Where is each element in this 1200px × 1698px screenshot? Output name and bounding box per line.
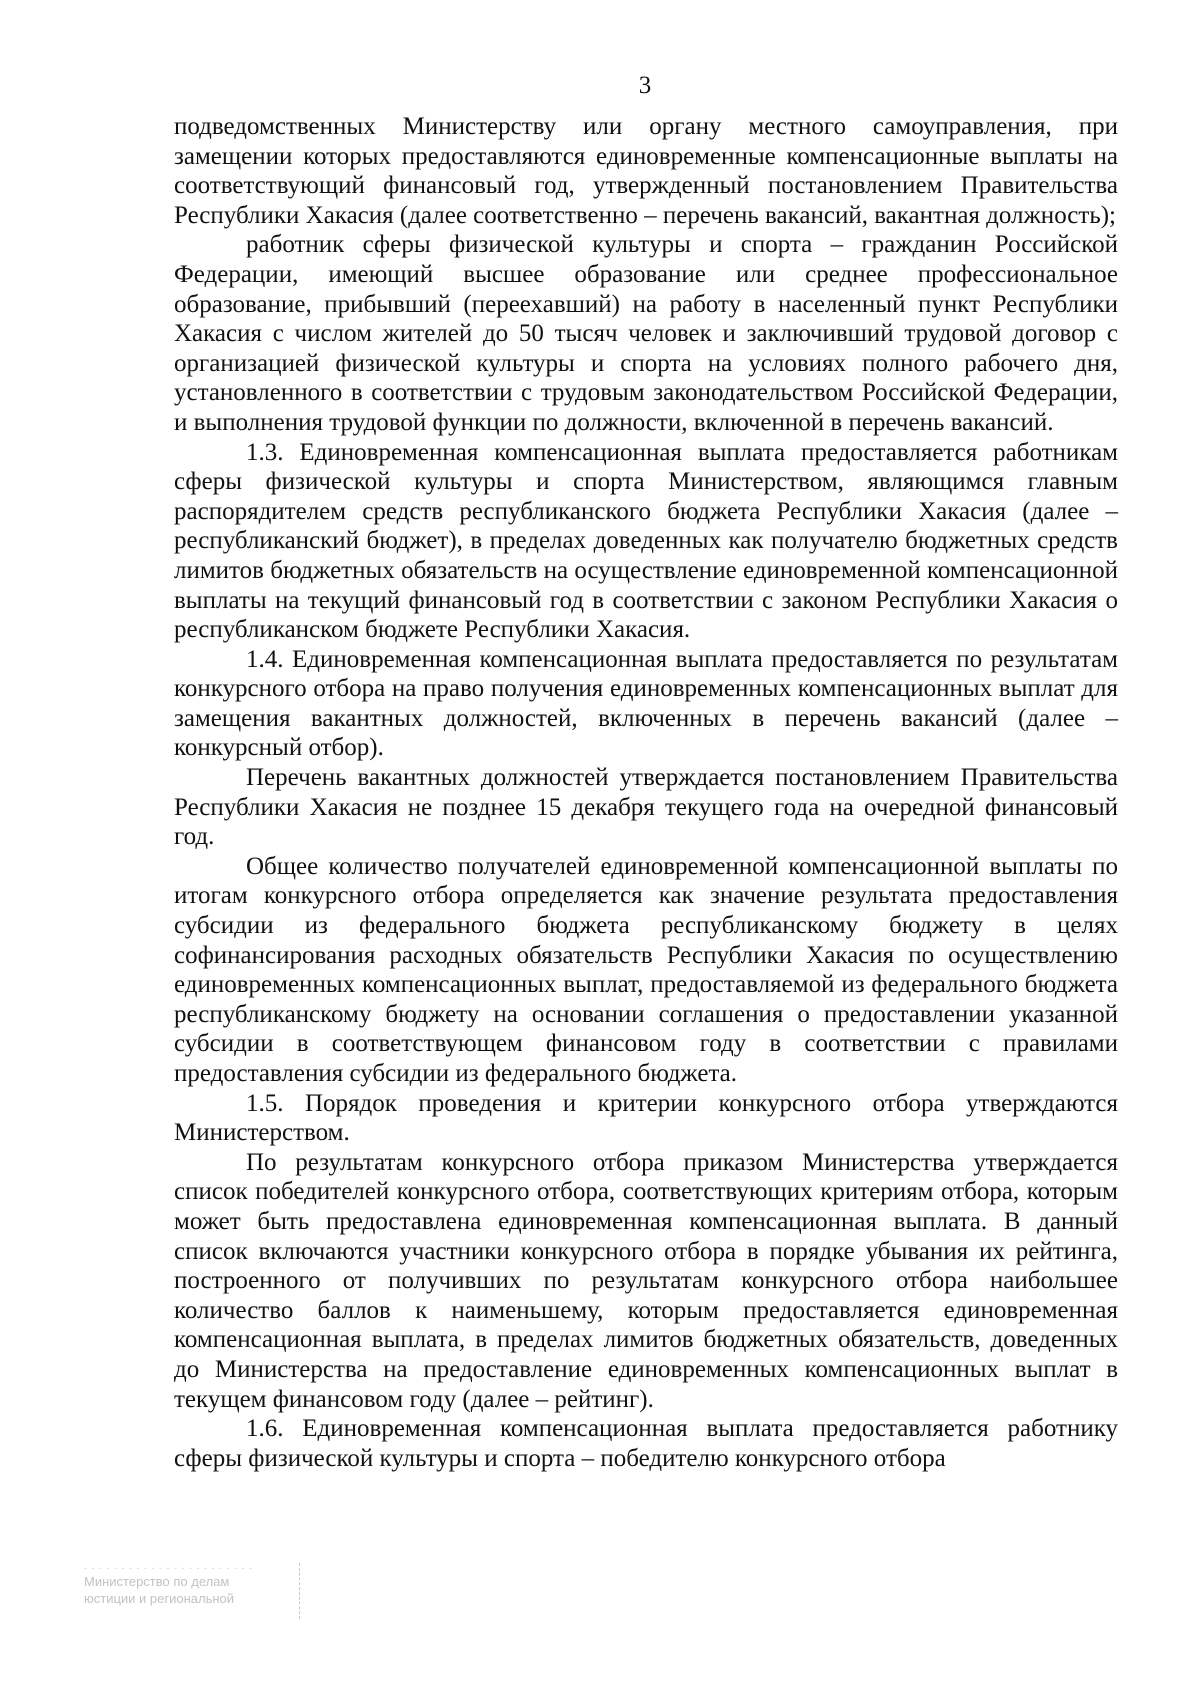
document-body [174,112,1118,1473]
paragraph-vacancy-list: Перечень вакантных должностей утверждается постановлением Правительства Республики Хакасия не позднее 15 декабря текущего года на очередной финансовый год. [174,764,1118,851]
stamp-border: - - - - - - - - - - - - - - - - - - - - - - - [84,1563,253,1573]
paragraph-winners-list: По результатам конкурсного отбора приказом Министерства утверждается список победителей конкурсного отбора, соответствующих критериям отбора, которым может быть предоставлена единовременная компенсационная выплата. В данный список включаются участники конкурсного отбора в порядке убывания их рейтинга, построенного от получивших по результатам конкурсного отбора наибольшее количество баллов к наименьшему, которым предоставляется единовременная компенсационная выплата, в пределах лимитов бюджетных обязательств, доведенных до Министерства на предоставление единовременных компенсационных выплат в текущем финансовом году (далее – рейтинг). [174,1148,1118,1413]
stamp-line-1: Министерство по делам [84,1574,230,1589]
paragraph-1-6: 1.6. Единовременная компенсационная выплата предоставляется работнику сферы физической культуры и спорта – победителю конкурсного отбора [174,1415,1118,1472]
paragraph-continuation: подведомственных Министерству или органу местного самоуправления, при замещении которых предоставляются единовременные компенсационные выплаты на соответствующий финансовый год, утвержденный постановлением Правительства Республики Хакасия (далее соответственно – перечень вакансий, вакантная должность); [174,113,1118,229]
paragraph-recipients-count: Общее количество получателей единовременной компенсационной выплаты по итогам конкурсного отбора определяется как значение результата предоставления субсидии из федерального бюджета республиканскому бюджету в целях софинансирования расходных обязательств Республики Хакасия по осуществлению единовременных компенсационных выплат, предоставляемой из федерального бюджета республиканскому бюджету на основании соглашения о предоставлении указанной субсидии в соответствующем финансовом году в соответствии с правилами предоставления субсидии из федерального бюджета. [174,852,1118,1087]
paragraph-1-4: 1.4. Единовременная компенсационная выплата предоставляется по результатам конкурсного отбора на право получения единовременных компенсационных выплат для замещения вакантных должностей, включенных в перечень вакансий (далее – конкурсный отбор). [174,645,1118,762]
paragraph-1-3: 1.3. Единовременная компенсационная выплата предоставляется работникам сферы физической культуры и спорта Министерством, являющимся главным распорядителем средств республиканского бюджета Республики Хакасия (далее – республиканский бюджет), в пределах доведенных как получателю бюджетных средств лимитов бюджетных обязательств на осуществление единовременной компенсационной выплаты на текущий финансовый год в соответствии с законом Республики Хакасия о республиканском бюджете Республики Хакасия. [174,438,1118,644]
paragraph-definition-worker: работник сферы физической культуры и спорта – гражданин Российской Федерации, имеющий высшее образование или среднее профессиональное образование, прибывший (переехавший) на работу в населенный пункт Республики Хакасия с числом жителей до 50 тысяч человек и заключивший трудовой договор с организацией физической культуры и спорта на условиях полного рабочего дня, установленного в соответствии с трудовым законодательством Российской Федерации, и выполнения трудовой функции по должности, включенной в перечень вакансий. [174,231,1118,436]
stamp-line-2: юстиции и региональной [84,1591,235,1606]
page-number: 3 [638,72,652,99]
registration-stamp [80,1563,300,1619]
paragraph-1-5: 1.5. Порядок проведения и критерии конкурсного отбора утверждаются Министерством. [174,1089,1118,1147]
